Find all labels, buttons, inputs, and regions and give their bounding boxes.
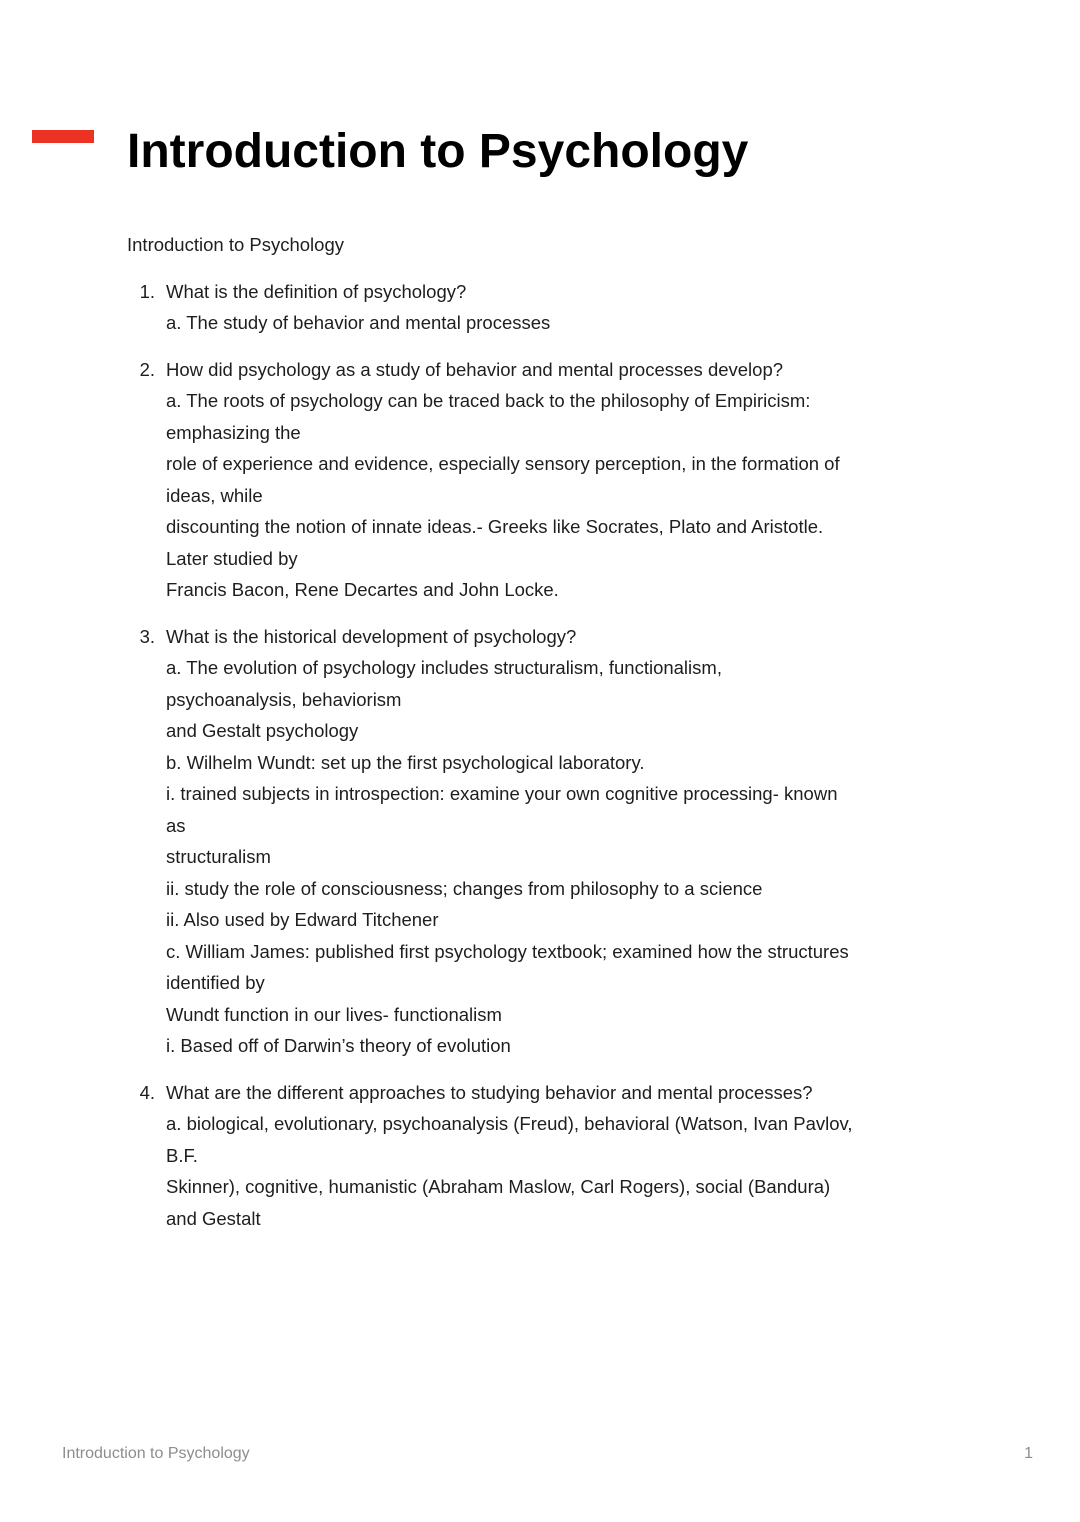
answer-line: a. The evolution of psychology includes structuralism, functionalism, [166,657,722,678]
document-page [0,125,1080,1522]
footer-title: Introduction to Psychology [62,1445,250,1462]
answer-line: psychoanalysis, behaviorism [166,688,402,710]
question-number: 1. [139,280,155,302]
question-number: 4. [139,1081,155,1103]
answer-line: c. William James: published first psychology textbook; examined how the structures [166,940,849,962]
answer-line: a. The roots of psychology can be traced back to the philosophy of Empiricism: [166,390,811,411]
question-body [166,276,550,339]
answer-line: a. biological, evolutionary, psychoanalysis (Freud), behavioral (Watson, Ivan Pavlov, [166,1113,853,1134]
footer-page-number: 1 [1024,1445,1033,1462]
answer-line: and Gestalt psychology [166,720,359,741]
answer-line: role of experience and evidence, especially sensory perception, in the formation of [166,453,840,474]
question-number: 2. [139,358,155,380]
question-item [127,1077,1040,1235]
answer-line: i. trained subjects in introspection: examine your own cognitive processing- known [166,783,838,804]
answer-line: Wundt function in our lives- functionalism [166,1003,502,1025]
answer-line: B.F. [166,1144,198,1166]
answer-line: a. The study of behavior and mental processes [166,312,551,333]
answer-line: as [166,814,186,836]
question-number: 3. [139,625,155,647]
question-item [127,276,1040,339]
page-content [0,125,1080,1234]
page-footer [62,1444,1033,1464]
page-subtitle: Introduction to Psychology [127,234,344,255]
answer-line: ii. Also used by Edward Titchener [166,909,439,930]
answer-line: ii. study the role of consciousness; changes from philosophy to a science [166,877,763,899]
question-item [127,354,1040,606]
answer-line: identified by [166,972,265,993]
answer-line: and Gestalt [166,1207,261,1229]
answer-line: i. Based off of Darwin’s theory of evolution [166,1035,511,1056]
question-body [166,621,849,1062]
question-body [166,1077,853,1235]
answer-line: Skinner), cognitive, humanistic (Abraham Maslow, Carl Rogers), social (Bandura) [166,1176,831,1197]
question-list [127,276,1040,1235]
question-text: What is the definition of psychology? [166,280,467,302]
top-left-marker [32,130,94,143]
question-text: How did psychology as a study of behavior and mental processes develop? [166,358,784,380]
answer-line: Francis Bacon, Rene Decartes and John Locke. [166,579,559,600]
question-text: What is the historical development of psychology? [166,625,577,647]
answer-line: discounting the notion of innate ideas.- Greeks like Socrates, Plato and Aristotle. [166,516,824,537]
page-title: Introduction to Psychology [127,125,749,178]
question-body [166,354,840,606]
question-item [127,621,1040,1062]
answer-line: Later studied by [166,547,298,569]
answer-line: emphasizing the [166,421,301,443]
answer-line: structuralism [166,846,271,867]
answer-line: b. Wilhelm Wundt: set up the first psychological laboratory. [166,751,645,773]
answer-line: ideas, while [166,484,263,506]
question-text: What are the different approaches to studying behavior and mental processes? [166,1081,813,1103]
